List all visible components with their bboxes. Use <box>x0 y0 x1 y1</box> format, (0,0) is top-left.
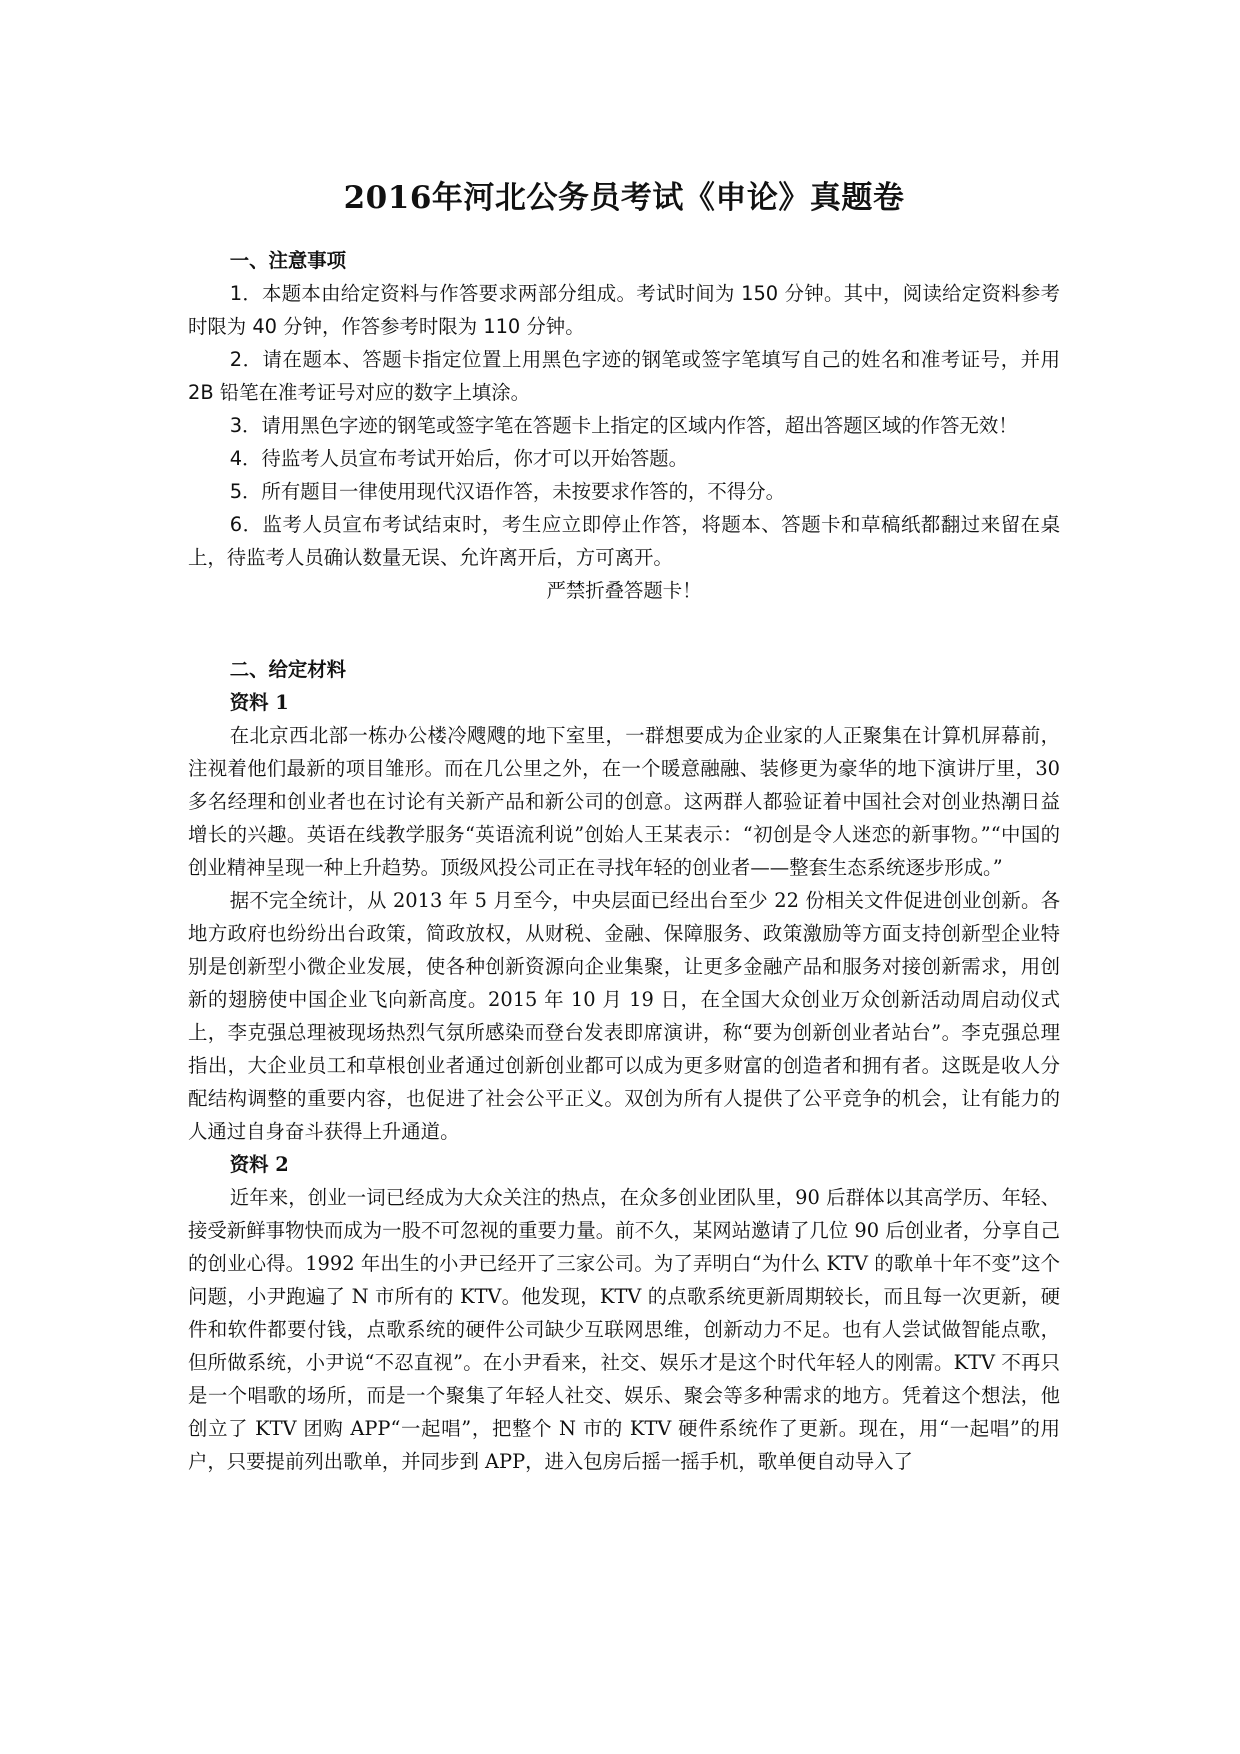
notice-heading: 一、注意事项 <box>229 249 347 272</box>
material-section <box>188 653 1060 1478</box>
material-heading: 二、给定材料 <box>229 658 347 681</box>
material-2-paragraph-1: 近年来，创业一词已经成为大众关注的热点，在众多创业团队里，90 后群体以其高学历、年轻、接受新鲜事物快而成为一股不可忽视的重要力量。前不久，某网站邀请了几位 90 后创业者，分享自己的创业心得。1992 年出生的小尹已经开了三家公司。为了弄明白“为什么 KTV 的歌单十年不变”这个问题，小尹跑遍了 N 市所有的 KTV。他发现，KTV 的点歌系统更新周期较长，而且每一次更新，硬件和软件都要付钱，点歌系统的硬件公司缺少互联网思维，创新动力不足。也有人尝试做智能点歌，但所做系统，小尹说“不忍直视”。在小尹看来，社交、娱乐才是这个时代年轻人的刚需。KTV 不再只是一个唱歌的场所，而是一个聚集了年轻人社交、娱乐、聚会等多种需求的地方。凭着这个想法，他创立了 KTV 团购 APP“一起唱”，把整个 N 市的 KTV 硬件系统作了更新。现在，用“一起唱”的用户，只要提前列出歌单，并同步到 APP，进入包房后摇一摇手机，歌单便自动导入了 <box>188 1186 1060 1473</box>
document-page <box>188 170 1060 1478</box>
material-2-label: 资料 2 <box>229 1153 289 1176</box>
notice-item-6: 6．监考人员宣布考试结束时，考生应立即停止作答，将题本、答题卡和草稿纸都翻过来留在桌上，待监考人员确认数量无误、允许离开后，方可离开。 <box>188 513 1060 569</box>
material-1-label: 资料 1 <box>229 691 289 714</box>
section-gap <box>188 607 1060 653</box>
material-1-paragraph-2: 据不完全统计，从 2013 年 5 月至今，中央层面已经出台至少 22 份相关文件促进创业创新。各地方政府也纷纷出台政策，简政放权，从财税、金融、保障服务、政策激励等方面支持创新型企业特别是创新型小微企业发展，使各种创新资源向企业集聚，让更多金融产品和服务对接创新需求，用创新的翅膀使中国企业飞向新高度。2015 年 10 月 19 日，在全国大众创业万众创新活动周启动仪式上，李克强总理被现场热烈气氛所感染而登台发表即席演讲，称“要为创新创业者站台”。李克强总理指出，大企业员工和草根创业者通过创新创业都可以成为更多财富的创造者和拥有者。这既是收人分配结构调整的重要内容，也促进了社会公平正义。双创为所有人提供了公平竞争的机会，让有能力的人通过自身奋斗获得上升通道。 <box>188 889 1060 1143</box>
notice-warning: 严禁折叠答题卡！ <box>546 579 702 602</box>
notice-item-1: 1．本题本由给定资料与作答要求两部分组成。考试时间为 150 分钟。其中，阅读给定资料参考时限为 40 分钟，作答参考时限为 110 分钟。 <box>188 282 1060 338</box>
notice-section <box>188 244 1060 607</box>
material-1-paragraph-1: 在北京西北部一栋办公楼冷飕飕的地下室里，一群想要成为企业家的人正聚集在计算机屏幕前，注视着他们最新的项目雏形。而在几公里之外，在一个暖意融融、装修更为豪华的地下演讲厅里，30 多名经理和创业者也在讨论有关新产品和新公司的创意。这两群人都验证着中国社会对创业热潮日益增长的兴趣。英语在线教学服务“英语流利说”创始人王某表示：“初创是令人迷恋的新事物。”“中国的创业精神呈现一种上升趋势。顶级风投公司正在寻找年轻的创业者——整套生态系统逐步形成。” <box>188 724 1060 879</box>
notice-item-2: 2．请在题本、答题卡指定位置上用黑色字迹的钢笔或签字笔填写自己的姓名和准考证号，并用 2B 铅笔在准考证号对应的数字上填涂。 <box>188 348 1060 404</box>
notice-item-4: 4．待监考人员宣布考试开始后，你才可以开始答题。 <box>229 447 689 470</box>
notice-item-3: 3．请用黑色字迹的钢笔或签字笔在答题卡上指定的区域内作答，超出答题区域的作答无效！ <box>229 414 1018 437</box>
page-title: 2016年河北公务员考试《申论》真题卷 <box>343 180 905 216</box>
notice-item-5: 5．所有题目一律使用现代汉语作答，未按要求作答的，不得分。 <box>229 480 785 503</box>
